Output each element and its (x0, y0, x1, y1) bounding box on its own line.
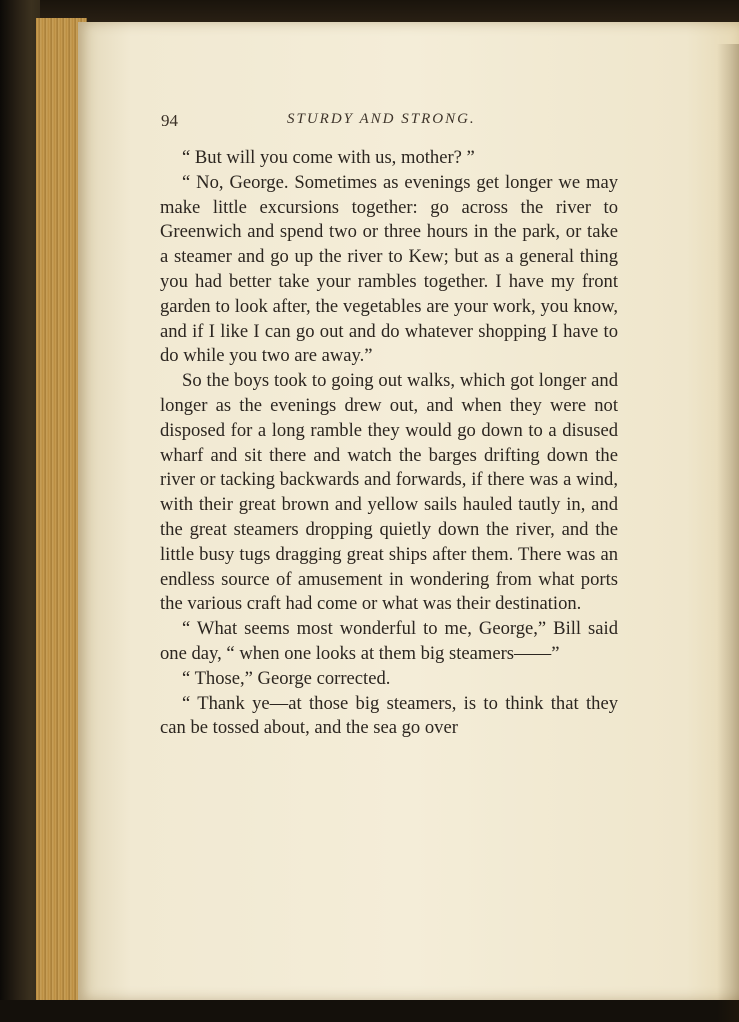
paragraph: “ Thank ye—at those big steamers, is to think that they can be tossed about, and the sea go over (160, 692, 618, 739)
running-head: STURDY AND STRONG. (287, 111, 476, 127)
paragraph: “ Those,” George corrected. (182, 667, 391, 689)
book-cover-edge (40, 0, 739, 24)
page-body (160, 146, 618, 741)
page-right-shadow (717, 44, 739, 1022)
paragraph: “ But will you come with us, mother? ” (182, 147, 475, 168)
paragraph: “ No, George. Sometimes as evenings get longer we may make little excursions together: go across the river to Greenwich and spend two or three hours in the park, or take a steamer and go up the river to Kew; but as a general thing you had better take your rambles together. I have my front garden to look after, the vegetables are your work, you know, and if I like I can go out and do whatever shopping I have to do while you two are away.” (160, 171, 618, 367)
page-number: 94 (161, 111, 178, 130)
paragraph: So the boys took to going out walks, which got longer and longer as the evenings drew out, and when they were not disposed for a long ramble they would go down to a disused wharf and sit there and watch the barges drifting down the river or tacking backwards and forwards, if there was a wind, with their great brown and yellow sails hauled tautly in, and the great steamers dropping quietly down the river, and the little busy tugs dragging great ships after them. There was an endless source of amusement in wondering from what ports the various craft had come or what was their destination. (160, 370, 618, 615)
paragraph: “ What seems most wonderful to me, George,” Bill said one day, “ when one looks at them big steamers——” (160, 618, 618, 664)
